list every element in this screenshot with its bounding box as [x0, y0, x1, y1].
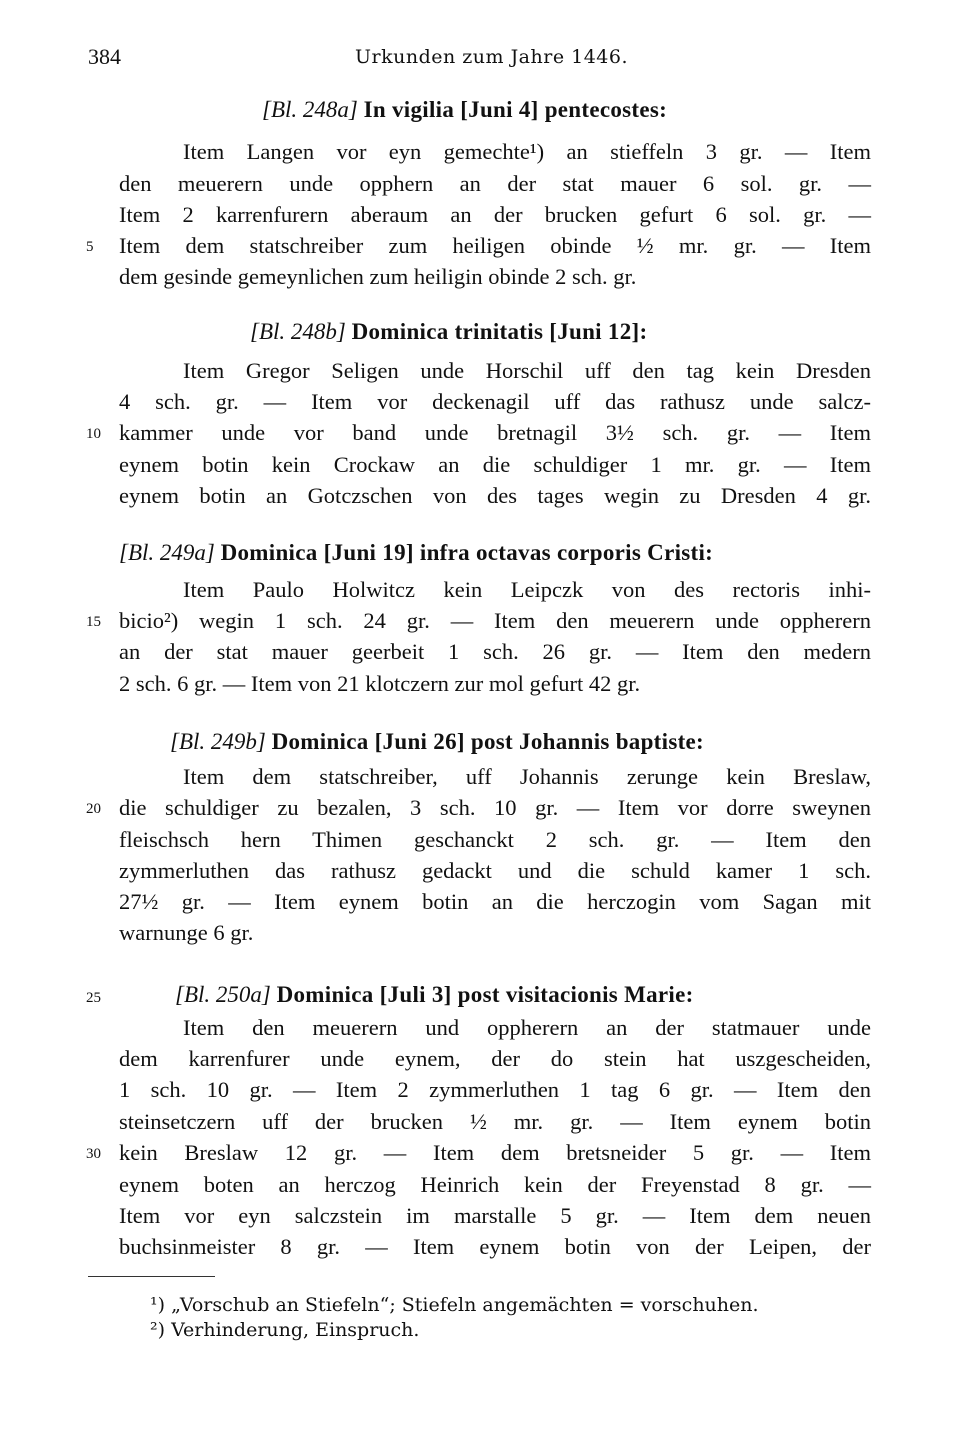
- section-heading: [119, 538, 713, 568]
- line-number: 20: [86, 801, 101, 817]
- text-line: eynem botin an Gotczschen von des tages wegin zu Dresden 4 gr.: [119, 483, 871, 508]
- text-line: buchsinmeister 8 gr. — Item eynem botin von der Leipen, der: [119, 1234, 871, 1259]
- text-line: Item dem statschreiber, uff Johannis zerunge kein Breslaw,: [183, 764, 871, 789]
- text-line: dem karrenfurer unde eynem, der do stein hat uszgescheiden,: [119, 1046, 871, 1071]
- footnote: ²) Verhinderung, Einspruch.: [150, 1319, 420, 1341]
- text-line: zymmerluthen das rathusz gedackt und die schuld kamer 1 sch.: [119, 858, 871, 883]
- text-line: steinsetczern uff der brucken ½ mr. gr. — Item eynem botin: [119, 1109, 871, 1134]
- footnote: ¹) „Vorschub an Stiefeln“; Stiefeln angemächten = vorschuhen.: [150, 1294, 759, 1316]
- text-line: warnunge 6 gr.: [119, 920, 254, 945]
- text-line: Item Langen vor eyn gemechte¹) an stieffeln 3 gr. — Item: [183, 139, 871, 164]
- text-line: Item dem statschreiber zum heiligen obinde ½ mr. gr. — Item: [119, 233, 871, 258]
- text-line: bicio²) wegin 1 sch. 24 gr. — Item den meuerern unde oppherern: [119, 608, 871, 633]
- line-number: 10: [86, 426, 101, 442]
- folio-reference: [Bl. 248b]: [250, 319, 346, 344]
- section-title: Dominica [Juni 19] infra octavas corporis Cristi:: [220, 540, 714, 565]
- line-number: 5: [86, 239, 94, 255]
- section-heading: [175, 980, 694, 1010]
- text-line: 27½ gr. — Item eynem botin an die herczogin vom Sagan mit: [119, 889, 871, 914]
- section-title: Dominica [Juni 26] post Johannis baptiste:: [271, 729, 705, 754]
- text-line: die schuldiger zu bezalen, 3 sch. 10 gr. — Item vor dorre sweynen: [119, 795, 871, 820]
- text-line: Item Paulo Holwitcz kein Leipczk von des rectoris inhi-: [183, 577, 871, 602]
- footnote-rule: [88, 1276, 215, 1277]
- text-line: eynem botin kein Crockaw an die schuldiger 1 mr. gr. — Item: [119, 452, 871, 477]
- line-number: 25: [86, 990, 101, 1006]
- text-line: Item 2 karrenfurern aberaum an der brucken gefurt 6 sol. gr. —: [119, 202, 871, 227]
- line-number: 15: [86, 614, 101, 630]
- text-line: kein Breslaw 12 gr. — Item dem bretsneider 5 gr. — Item: [119, 1140, 871, 1165]
- section-title: In vigilia [Juni 4] pentecostes:: [363, 97, 668, 122]
- line-number: 30: [86, 1146, 101, 1162]
- section-heading: [250, 317, 647, 347]
- section-title: Dominica [Juli 3] post visitacionis Marie:: [276, 982, 694, 1007]
- folio-reference: [Bl. 248a]: [262, 97, 358, 122]
- section-title: Dominica trinitatis [Juni 12]:: [351, 319, 648, 344]
- text-line: Item vor eyn salczstein im marstalle 5 gr. — Item dem neuen: [119, 1203, 871, 1228]
- text-line: fleischsch hern Thimen geschanckt 2 sch. gr. — Item den: [119, 827, 871, 852]
- page-number: 384: [88, 44, 121, 69]
- text-line: 1 sch. 10 gr. — Item 2 zymmerluthen 1 tag 6 gr. — Item den: [119, 1077, 871, 1102]
- text-line: eynem boten an herczog Heinrich kein der Freyenstad 8 gr. —: [119, 1172, 871, 1197]
- folio-reference: [Bl. 249b]: [170, 729, 266, 754]
- text-line: dem gesinde gemeynlichen zum heiligin obinde 2 sch. gr.: [119, 264, 637, 289]
- text-line: Item Gregor Seligen unde Horschil uff den tag kein Dresden: [183, 358, 871, 383]
- folio-reference: [Bl. 249a]: [119, 540, 215, 565]
- running-title: Urkunden zum Jahre 1446.: [355, 46, 629, 68]
- text-line: Item den meuerern und oppherern an der statmauer unde: [183, 1015, 871, 1040]
- text-line: den meuerern unde opphern an der stat mauer 6 sol. gr. —: [119, 171, 871, 196]
- text-line: kammer unde vor band unde bretnagil 3½ sch. gr. — Item: [119, 420, 871, 445]
- folio-reference: [Bl. 250a]: [175, 982, 271, 1007]
- section-heading: [170, 727, 704, 757]
- text-line: 2 sch. 6 gr. — Item von 21 klotczern zur mol gefurt 42 gr.: [119, 671, 641, 696]
- text-line: 4 sch. gr. — Item vor deckenagil uff das rathusz unde salcz-: [119, 389, 871, 414]
- text-line: an der stat mauer geerbeit 1 sch. 26 gr. — Item den medern: [119, 639, 871, 664]
- section-heading: [262, 95, 667, 125]
